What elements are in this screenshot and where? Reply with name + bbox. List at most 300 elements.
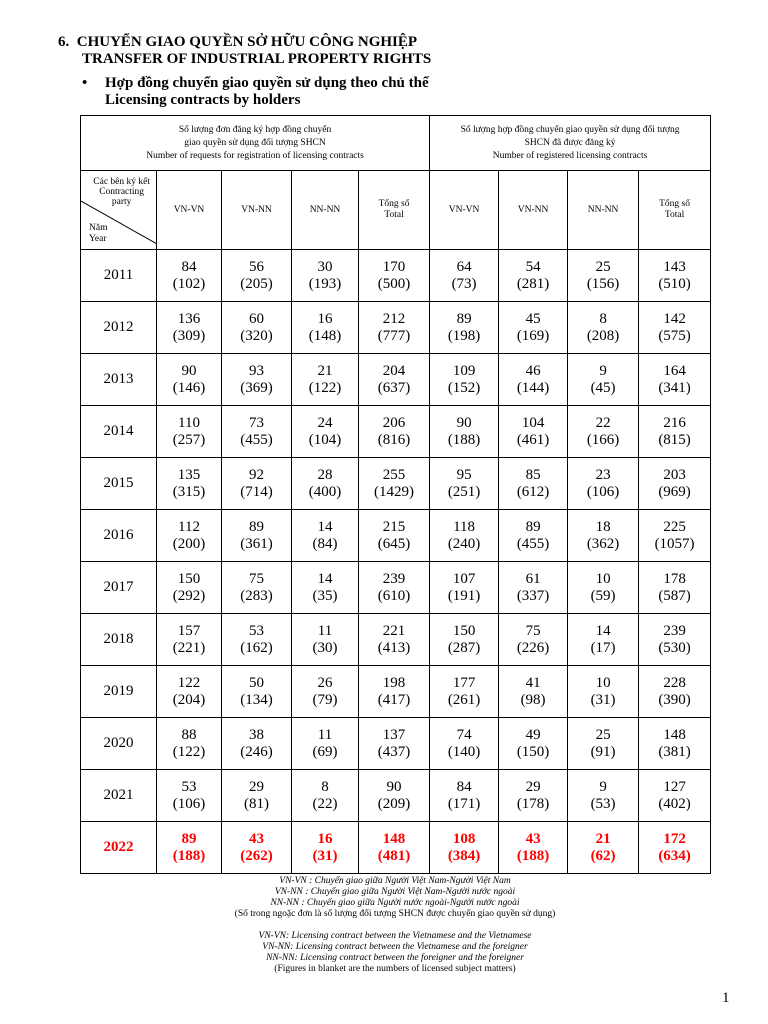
value-cell bbox=[157, 666, 222, 718]
value-cell bbox=[639, 354, 711, 406]
value-subject-count: (417) bbox=[377, 691, 411, 708]
year-cell: 2011 bbox=[81, 250, 157, 302]
year-cell: 2021 bbox=[81, 770, 157, 822]
value-subject-count: (402) bbox=[658, 795, 691, 812]
value-subject-count: (1429) bbox=[374, 483, 415, 500]
value-cell bbox=[568, 718, 639, 770]
note-line: VN-VN : Chuyển giao giữa Người Việt Nam-Người Việt Nam bbox=[279, 876, 511, 886]
value-subject-count: (287) bbox=[447, 639, 481, 656]
table-row bbox=[81, 250, 711, 302]
value-subject-count: (369) bbox=[240, 379, 273, 396]
value-count: 203 bbox=[663, 466, 686, 483]
subheading-en: Licensing contracts by holders bbox=[105, 92, 301, 108]
value-subject-count: (140) bbox=[447, 743, 481, 760]
value-cell bbox=[568, 666, 639, 718]
table-row bbox=[81, 614, 711, 666]
value-subject-count: (381) bbox=[658, 743, 691, 760]
value-subject-count: (152) bbox=[447, 379, 481, 396]
value-cell bbox=[222, 458, 292, 510]
table-body bbox=[81, 250, 711, 874]
value-cell bbox=[430, 250, 499, 302]
value-count: 45 bbox=[525, 310, 541, 327]
value-count: 16 bbox=[317, 830, 333, 847]
value-subject-count: (587) bbox=[658, 587, 691, 604]
value-subject-count: (17) bbox=[590, 639, 616, 656]
value-subject-count: (262) bbox=[240, 847, 273, 864]
value-count: 127 bbox=[663, 778, 686, 795]
value-subject-count: (362) bbox=[586, 535, 620, 552]
value-count: 212 bbox=[382, 310, 406, 327]
value-count: 14 bbox=[595, 622, 611, 639]
col-header: VN-VN bbox=[430, 171, 499, 250]
col-header: NN-NN bbox=[568, 171, 639, 250]
table-row bbox=[81, 302, 711, 354]
value-count: 215 bbox=[382, 518, 406, 535]
value-count: 10 bbox=[595, 674, 611, 691]
value-cell bbox=[430, 718, 499, 770]
value-count: 122 bbox=[177, 674, 201, 691]
value-cell bbox=[222, 562, 292, 614]
value-cell bbox=[222, 718, 292, 770]
value-count: 88 bbox=[181, 726, 197, 743]
value-cell bbox=[157, 354, 222, 406]
value-subject-count: (204) bbox=[172, 691, 206, 708]
value-subject-count: (226) bbox=[516, 639, 550, 656]
value-cell bbox=[639, 406, 711, 458]
value-subject-count: (281) bbox=[516, 275, 550, 292]
value-count: 148 bbox=[382, 830, 406, 847]
value-cell bbox=[359, 562, 430, 614]
value-subject-count: (645) bbox=[377, 535, 411, 552]
value-subject-count: (221) bbox=[172, 639, 206, 656]
table-row bbox=[81, 510, 711, 562]
value-cell bbox=[430, 562, 499, 614]
value-cell bbox=[359, 406, 430, 458]
value-subject-count: (198) bbox=[447, 327, 481, 344]
value-subject-count: (208) bbox=[586, 327, 620, 344]
value-cell bbox=[639, 250, 711, 302]
value-cell bbox=[157, 510, 222, 562]
value-cell bbox=[430, 666, 499, 718]
value-cell bbox=[359, 614, 430, 666]
corner-header bbox=[81, 171, 157, 250]
value-subject-count: (283) bbox=[240, 587, 273, 604]
value-count: 75 bbox=[249, 570, 264, 587]
value-subject-count: (69) bbox=[312, 743, 338, 760]
value-cell bbox=[359, 354, 430, 406]
value-cell bbox=[639, 302, 711, 354]
value-subject-count: (251) bbox=[447, 483, 481, 500]
value-cell bbox=[157, 302, 222, 354]
value-cell bbox=[157, 250, 222, 302]
value-count: 75 bbox=[525, 622, 541, 639]
value-count: 178 bbox=[663, 570, 686, 587]
year-cell: 2022 bbox=[81, 822, 157, 874]
value-cell bbox=[292, 770, 359, 822]
value-subject-count: (815) bbox=[658, 431, 691, 448]
value-count: 50 bbox=[249, 674, 264, 691]
value-cell bbox=[222, 406, 292, 458]
value-count: 137 bbox=[382, 726, 406, 743]
value-count: 46 bbox=[525, 362, 541, 379]
value-cell bbox=[157, 718, 222, 770]
value-count: 21 bbox=[595, 830, 611, 847]
value-count: 135 bbox=[177, 466, 201, 483]
value-subject-count: (612) bbox=[516, 483, 550, 500]
value-count: 108 bbox=[452, 830, 476, 847]
value-count: 16 bbox=[317, 310, 333, 327]
section-title-en: TRANSFER OF INDUSTRIAL PROPERTY RIGHTS bbox=[82, 51, 432, 67]
value-subject-count: (193) bbox=[308, 275, 342, 292]
note-line: VN-NN: Licensing contract between the Vietnamese and the foreigner bbox=[262, 942, 528, 952]
value-subject-count: (134) bbox=[240, 691, 273, 708]
value-subject-count: (390) bbox=[658, 691, 691, 708]
value-count: 9 bbox=[599, 778, 607, 795]
value-count: 29 bbox=[249, 778, 264, 795]
value-count: 204 bbox=[382, 362, 406, 379]
value-count: 150 bbox=[452, 622, 476, 639]
value-count: 164 bbox=[663, 362, 686, 379]
value-cell bbox=[499, 770, 568, 822]
value-cell bbox=[499, 562, 568, 614]
value-subject-count: (292) bbox=[172, 587, 206, 604]
value-count: 89 bbox=[456, 310, 472, 327]
col-header: VN-VN bbox=[157, 171, 222, 250]
value-cell bbox=[499, 822, 568, 874]
value-cell bbox=[222, 614, 292, 666]
value-subject-count: (575) bbox=[658, 327, 691, 344]
value-subject-count: (257) bbox=[172, 431, 206, 448]
note-line: (Figures in blanket are the numbers of licensed subject matters) bbox=[274, 964, 516, 974]
value-cell bbox=[568, 510, 639, 562]
value-count: 22 bbox=[595, 414, 611, 431]
value-cell bbox=[568, 250, 639, 302]
value-subject-count: (178) bbox=[516, 795, 550, 812]
value-subject-count: (261) bbox=[447, 691, 481, 708]
value-count: 95 bbox=[456, 466, 472, 483]
value-count: 11 bbox=[317, 622, 333, 639]
note-line: NN-NN: Licensing contract between the foreigner and the foreigner bbox=[266, 953, 524, 963]
value-subject-count: (337) bbox=[516, 587, 550, 604]
value-subject-count: (73) bbox=[451, 275, 477, 292]
corner-year-label: Năm Year bbox=[89, 223, 108, 244]
value-count: 53 bbox=[181, 778, 197, 795]
value-subject-count: (361) bbox=[240, 535, 273, 552]
value-cell bbox=[499, 718, 568, 770]
value-subject-count: (205) bbox=[240, 275, 273, 292]
group-header-registered: Số lượng hợp đồng chuyển giao quyền sử dụng đối tượng SHCN đã được đăng ký Number of registered licensing contracts bbox=[430, 116, 711, 171]
value-subject-count: (1057) bbox=[654, 535, 695, 552]
value-subject-count: (455) bbox=[516, 535, 550, 552]
value-subject-count: (240) bbox=[447, 535, 481, 552]
value-cell bbox=[430, 458, 499, 510]
value-count: 24 bbox=[317, 414, 333, 431]
value-count: 18 bbox=[595, 518, 611, 535]
value-subject-count: (98) bbox=[520, 691, 546, 708]
value-subject-count: (610) bbox=[377, 587, 411, 604]
value-subject-count: (816) bbox=[377, 431, 411, 448]
value-cell bbox=[568, 822, 639, 874]
value-count: 89 bbox=[525, 518, 541, 535]
value-count: 49 bbox=[525, 726, 541, 743]
value-count: 84 bbox=[456, 778, 472, 795]
table-row bbox=[81, 562, 711, 614]
value-count: 89 bbox=[181, 830, 197, 847]
value-cell bbox=[430, 510, 499, 562]
value-cell bbox=[359, 718, 430, 770]
col-header: Tổng số Total bbox=[359, 171, 430, 250]
value-subject-count: (384) bbox=[447, 847, 481, 864]
value-count: 89 bbox=[249, 518, 264, 535]
value-cell bbox=[157, 406, 222, 458]
value-subject-count: (22) bbox=[312, 795, 338, 812]
value-cell bbox=[568, 562, 639, 614]
table-row bbox=[81, 458, 711, 510]
value-cell bbox=[222, 770, 292, 822]
value-count: 225 bbox=[663, 518, 686, 535]
year-cell: 2014 bbox=[81, 406, 157, 458]
value-count: 198 bbox=[382, 674, 406, 691]
value-subject-count: (104) bbox=[308, 431, 342, 448]
value-subject-count: (79) bbox=[312, 691, 338, 708]
value-cell bbox=[499, 666, 568, 718]
year-cell: 2019 bbox=[81, 666, 157, 718]
value-cell bbox=[568, 458, 639, 510]
value-subject-count: (169) bbox=[516, 327, 550, 344]
value-cell bbox=[292, 822, 359, 874]
value-cell bbox=[639, 718, 711, 770]
table-row bbox=[81, 354, 711, 406]
value-cell bbox=[639, 822, 711, 874]
value-cell bbox=[292, 510, 359, 562]
value-cell bbox=[157, 822, 222, 874]
corner-party-label: Các bên ký kết Contracting party bbox=[93, 177, 150, 207]
value-subject-count: (437) bbox=[377, 743, 411, 760]
value-cell bbox=[359, 510, 430, 562]
value-subject-count: (315) bbox=[172, 483, 206, 500]
value-count: 90 bbox=[181, 362, 197, 379]
value-subject-count: (191) bbox=[447, 587, 481, 604]
value-subject-count: (341) bbox=[658, 379, 691, 396]
value-count: 239 bbox=[382, 570, 406, 587]
value-count: 14 bbox=[317, 518, 333, 535]
value-cell bbox=[222, 302, 292, 354]
value-cell bbox=[639, 770, 711, 822]
section-heading bbox=[58, 34, 431, 68]
value-count: 142 bbox=[663, 310, 686, 327]
value-subject-count: (106) bbox=[172, 795, 206, 812]
value-subject-count: (309) bbox=[172, 327, 206, 344]
value-count: 38 bbox=[249, 726, 264, 743]
value-cell bbox=[499, 510, 568, 562]
table-row bbox=[81, 770, 711, 822]
value-subject-count: (59) bbox=[590, 587, 616, 604]
footnotes bbox=[80, 876, 710, 975]
year-cell: 2016 bbox=[81, 510, 157, 562]
value-count: 9 bbox=[599, 362, 607, 379]
value-subject-count: (84) bbox=[312, 535, 338, 552]
value-subject-count: (413) bbox=[377, 639, 411, 656]
value-subject-count: (150) bbox=[516, 743, 550, 760]
value-count: 157 bbox=[177, 622, 201, 639]
value-cell bbox=[639, 458, 711, 510]
value-count: 64 bbox=[456, 258, 472, 275]
value-subject-count: (53) bbox=[590, 795, 616, 812]
value-count: 14 bbox=[317, 570, 333, 587]
value-count: 29 bbox=[525, 778, 541, 795]
value-subject-count: (400) bbox=[308, 483, 342, 500]
value-cell bbox=[222, 250, 292, 302]
value-count: 239 bbox=[663, 622, 686, 639]
value-count: 148 bbox=[663, 726, 686, 743]
value-subject-count: (200) bbox=[172, 535, 206, 552]
value-subject-count: (144) bbox=[516, 379, 550, 396]
value-cell bbox=[430, 822, 499, 874]
value-count: 11 bbox=[317, 726, 333, 743]
value-cell bbox=[499, 614, 568, 666]
value-count: 118 bbox=[453, 518, 476, 535]
value-count: 10 bbox=[595, 570, 611, 587]
value-subject-count: (209) bbox=[377, 795, 411, 812]
value-cell bbox=[359, 822, 430, 874]
value-cell bbox=[222, 666, 292, 718]
value-cell bbox=[430, 770, 499, 822]
value-subject-count: (81) bbox=[244, 795, 269, 812]
value-count: 112 bbox=[178, 518, 200, 535]
value-cell bbox=[359, 666, 430, 718]
value-cell bbox=[499, 250, 568, 302]
value-cell bbox=[639, 614, 711, 666]
value-subject-count: (188) bbox=[172, 847, 206, 864]
value-count: 54 bbox=[525, 258, 541, 275]
value-count: 216 bbox=[663, 414, 686, 431]
value-cell bbox=[157, 458, 222, 510]
value-subject-count: (320) bbox=[240, 327, 273, 344]
value-cell bbox=[359, 302, 430, 354]
value-count: 90 bbox=[456, 414, 472, 431]
value-count: 255 bbox=[382, 466, 406, 483]
value-cell bbox=[292, 718, 359, 770]
value-cell bbox=[568, 406, 639, 458]
value-cell bbox=[292, 614, 359, 666]
value-cell bbox=[359, 770, 430, 822]
value-cell bbox=[499, 302, 568, 354]
value-count: 177 bbox=[452, 674, 476, 691]
value-count: 104 bbox=[521, 414, 545, 431]
licensing-table bbox=[80, 115, 711, 874]
value-count: 110 bbox=[178, 414, 200, 431]
value-cell bbox=[639, 562, 711, 614]
note-line: NN-NN : Chuyển giao giữa Người nước ngoài-Người nước ngoài bbox=[270, 898, 520, 908]
note-line: VN-VN: Licensing contract between the Vietnamese and the Vietnamese bbox=[258, 931, 532, 941]
year-cell: 2012 bbox=[81, 302, 157, 354]
value-cell bbox=[359, 458, 430, 510]
year-cell: 2020 bbox=[81, 718, 157, 770]
value-count: 53 bbox=[249, 622, 264, 639]
value-subject-count: (146) bbox=[172, 379, 206, 396]
value-cell bbox=[430, 354, 499, 406]
value-subject-count: (171) bbox=[447, 795, 481, 812]
value-cell bbox=[292, 562, 359, 614]
bullet-icon: • bbox=[82, 75, 88, 91]
value-count: 41 bbox=[525, 674, 541, 691]
value-subject-count: (31) bbox=[312, 847, 338, 864]
value-subject-count: (510) bbox=[658, 275, 691, 292]
value-subject-count: (634) bbox=[658, 847, 691, 864]
value-cell bbox=[568, 770, 639, 822]
year-cell: 2013 bbox=[81, 354, 157, 406]
col-header: VN-NN bbox=[499, 171, 568, 250]
table-row bbox=[81, 822, 711, 874]
value-count: 206 bbox=[382, 414, 406, 431]
value-subject-count: (455) bbox=[240, 431, 273, 448]
value-cell bbox=[157, 614, 222, 666]
value-subject-count: (45) bbox=[590, 379, 616, 396]
value-count: 26 bbox=[317, 674, 333, 691]
value-cell bbox=[292, 250, 359, 302]
value-subject-count: (777) bbox=[377, 327, 411, 344]
value-count: 25 bbox=[595, 726, 611, 743]
value-count: 30 bbox=[317, 258, 333, 275]
table-row bbox=[81, 666, 711, 718]
value-cell bbox=[292, 406, 359, 458]
value-subject-count: (188) bbox=[516, 847, 550, 864]
value-count: 136 bbox=[177, 310, 201, 327]
subheading-vi: Hợp đồng chuyển giao quyền sử dụng theo chủ thể bbox=[105, 75, 429, 91]
value-subject-count: (106) bbox=[586, 483, 620, 500]
value-subject-count: (31) bbox=[590, 691, 616, 708]
value-count: 43 bbox=[525, 830, 541, 847]
value-cell bbox=[430, 614, 499, 666]
value-count: 221 bbox=[382, 622, 406, 639]
value-subject-count: (637) bbox=[377, 379, 411, 396]
value-subject-count: (500) bbox=[377, 275, 411, 292]
value-subject-count: (35) bbox=[312, 587, 338, 604]
value-count: 172 bbox=[663, 830, 686, 847]
subheading bbox=[82, 75, 429, 109]
value-count: 85 bbox=[525, 466, 541, 483]
value-count: 84 bbox=[181, 258, 197, 275]
value-cell bbox=[157, 770, 222, 822]
year-cell: 2017 bbox=[81, 562, 157, 614]
value-count: 43 bbox=[249, 830, 264, 847]
note-line: VN-NN : Chuyển giao giữa Người Việt Nam-Người nước ngoài bbox=[274, 887, 516, 897]
value-cell bbox=[292, 302, 359, 354]
value-subject-count: (481) bbox=[377, 847, 411, 864]
value-count: 25 bbox=[595, 258, 611, 275]
value-subject-count: (530) bbox=[658, 639, 691, 656]
year-cell: 2015 bbox=[81, 458, 157, 510]
table-row bbox=[81, 406, 711, 458]
value-cell bbox=[359, 250, 430, 302]
value-count: 74 bbox=[456, 726, 472, 743]
value-cell bbox=[222, 354, 292, 406]
value-count: 109 bbox=[452, 362, 476, 379]
value-subject-count: (102) bbox=[172, 275, 206, 292]
value-cell bbox=[568, 614, 639, 666]
value-subject-count: (91) bbox=[590, 743, 616, 760]
value-cell bbox=[222, 510, 292, 562]
value-count: 228 bbox=[663, 674, 686, 691]
value-count: 60 bbox=[249, 310, 264, 327]
value-cell bbox=[499, 354, 568, 406]
value-count: 143 bbox=[663, 258, 686, 275]
value-subject-count: (714) bbox=[240, 483, 273, 500]
value-cell bbox=[292, 666, 359, 718]
value-cell bbox=[430, 406, 499, 458]
value-subject-count: (461) bbox=[516, 431, 550, 448]
value-cell bbox=[292, 354, 359, 406]
